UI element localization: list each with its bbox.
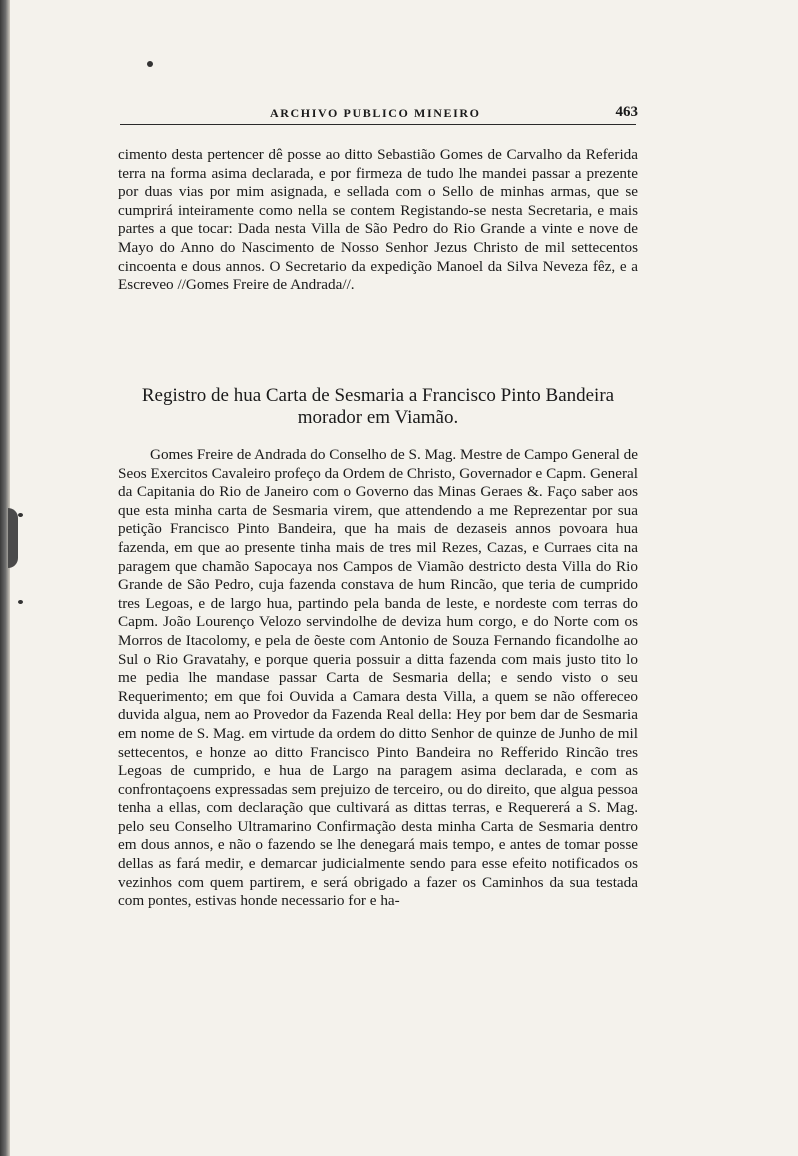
page-binding-edge bbox=[0, 0, 10, 1156]
header-rule bbox=[120, 124, 636, 125]
continued-paragraph: cimento desta pertencer dê posse ao ditto Sebastião Gomes de Carvalho da Referida terra na forma asima declarada, e por firmeza de tudo lhe mandei passar a prezente por duas vias por mim asignada, e sellada com o Sello de minhas armas, que se cumprirá inteiramente como nella se contem Registando-se nesta Secretaria, e mais partes a que tocar: Dada nesta Villa de São Pedro do Rio Grande a vinte e nove de Mayo do Anno do Nascimento de Nosso Senhor Jezus Christo de mil settecentos cincoenta e dous annos. O Secretario da expedição Manoel da Silva Neveza fêz, e a Escreveo //Gomes Freire de Andrada//. bbox=[118, 146, 638, 294]
section-heading: Registro de hua Carta de Sesmaria a Francisco Pinto Bandeira morador em Viamão. bbox=[141, 385, 615, 428]
print-speck bbox=[18, 600, 23, 604]
binding-notch bbox=[8, 508, 18, 568]
running-title: ARCHIVO PUBLICO MINEIRO bbox=[270, 106, 481, 120]
running-header bbox=[120, 104, 638, 126]
print-speck bbox=[147, 61, 153, 67]
print-speck bbox=[18, 513, 23, 517]
page-number: 463 bbox=[615, 104, 638, 120]
body-paragraph: Gomes Freire de Andrada do Conselho de S. Mag. Mestre de Campo General de Seos Exercitos Cavaleiro profeço da Ordem de Christo, Governador e Capm. General da Capitania do Rio de Janeiro com o Governo das Minas Geraes &. Faço saber aos que esta minha carta de Sesmaria virem, que attendendo a me Reprezentar por sua petição Francisco Pinto Bandeira, que ha mais de dezaseis annos povoara hua fazenda, em que ao presente tinha mais de tres mil Rezes, Cazas, e Curraes cita na paragem que chamão Sapocaya nos Campos de Viamão destricto desta Villa do Rio Grande de São Pedro, cuja fazenda constava de hum Rincão, que teria de cumprido tres Legoas, e de largo hua, partindo pela banda de leste, e nordeste com terras do Capm. João Lourenço Velozo servindolhe de deviza hum corgo, e do Norte com os Morros de Itacolomy, e pela de õeste com Antonio de Souza Fernando ficandolhe ao Sul o Rio Gravatahy, e porque queria possuir a ditta fazenda com mais justo tito lo me pedia lhe mandase passar Carta de Sesmaria della; e sendo visto o seu Requerimento; em que foi Ouvida a Camara desta Villa, a quem se não offereceo duvida algua, nem ao Provedor da Fazenda Real della: Hey por bem dar de Sesmaria em nome de S. Mag. em virtude da ordem do ditto Senhor de quinze de Junho de mil settecentos, e honze ao ditto Francisco Pinto Bandeira no Refferido Rincão tres Legoas de cumprido, e hua de Largo na paragem asima declarada, e com as confrontaçoens expressadas sem prejuizo de terceiro, ou do direito, que algua pessoa tenha a ellas, com declaração que cultivará as dittas terras, e Requererá a S. Mag. pelo seu Conselho Ultramarino Confirmação desta minha Carta de Sesmaria dentro em dous annos, e não o fazendo se lhe denegará mais tempo, e antes de tomar posse dellas as fará medir, e demarcar judicialmente sendo para esse efeito notificados os vezinhos com quem partirem, e será obrigado a fazer os Caminhos da sua testada com pontes, estivas honde necessario for e ha- bbox=[118, 446, 639, 910]
